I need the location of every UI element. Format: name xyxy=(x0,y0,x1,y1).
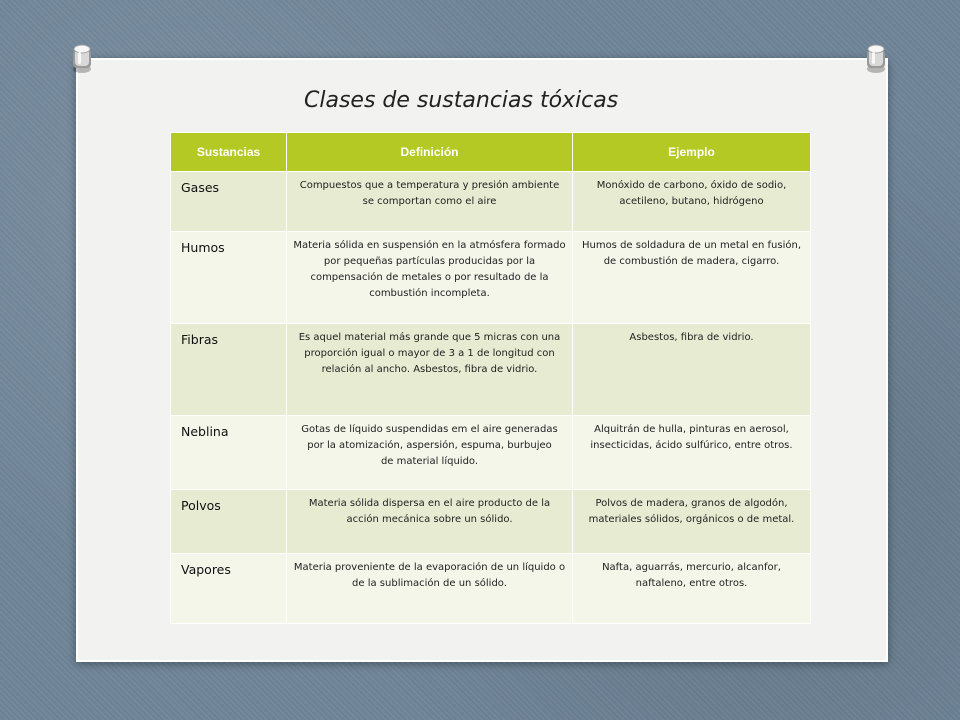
table-row xyxy=(171,324,811,416)
row-definition: Materia sólida en suspensión en la atmósfera formado por pequeñas partículas producidas por la compensación de metales o por resultado de la combustión incompleta. xyxy=(287,232,573,324)
row-definition: Gotas de líquido suspendidas em el aire generadas por la atomización, aspersión, espuma, burbujeo de material líquido. xyxy=(287,416,573,490)
table-row xyxy=(171,554,811,624)
table-row xyxy=(171,490,811,554)
row-name: Neblina xyxy=(171,416,287,490)
row-example: Monóxido de carbono, óxido de sodio, acetileno, butano, hidrógeno xyxy=(573,172,811,232)
table-row xyxy=(171,232,811,324)
thumbtack-icon-left xyxy=(64,40,100,76)
thumbtack-icon-right xyxy=(858,40,894,76)
row-definition: Compuestos que a temperatura y presión ambiente se comportan como el aire xyxy=(287,172,573,232)
header-sustancias: Sustancias xyxy=(171,133,287,172)
row-definition: Materia proveniente de la evaporación de un líquido o de la sublimación de un sólido. xyxy=(287,554,573,624)
row-name: Gases xyxy=(171,172,287,232)
header-definicion: Definición xyxy=(287,133,573,172)
header-ejemplo: Ejemplo xyxy=(573,133,811,172)
table-row xyxy=(171,172,811,232)
row-definition: Materia sólida dispersa en el aire producto de la acción mecánica sobre un sólido. xyxy=(287,490,573,554)
row-example: Nafta, aguarrás, mercurio, alcanfor, naftaleno, entre otros. xyxy=(573,554,811,624)
row-example: Humos de soldadura de un metal en fusión, de combustión de madera, cigarro. xyxy=(573,232,811,324)
slide-title: Clases de sustancias tóxicas xyxy=(304,88,619,113)
row-example: Polvos de madera, granos de algodón, materiales sólidos, orgánicos o de metal. xyxy=(573,490,811,554)
table-row xyxy=(171,416,811,490)
row-name: Vapores xyxy=(171,554,287,624)
row-definition: Es aquel material más grande que 5 micras con una proporción igual o mayor de 3 a 1 de longitud con relación al ancho. Asbestos, fibra de vidrio. xyxy=(287,324,573,416)
row-name: Fibras xyxy=(171,324,287,416)
row-example: Asbestos, fibra de vidrio. xyxy=(573,324,811,416)
row-example: Alquitrán de hulla, pinturas en aerosol, insecticidas, ácido sulfúrico, entre otros. xyxy=(573,416,811,490)
row-name: Polvos xyxy=(171,490,287,554)
table-header-row xyxy=(171,133,811,172)
substances-table xyxy=(170,132,811,624)
row-name: Humos xyxy=(171,232,287,324)
